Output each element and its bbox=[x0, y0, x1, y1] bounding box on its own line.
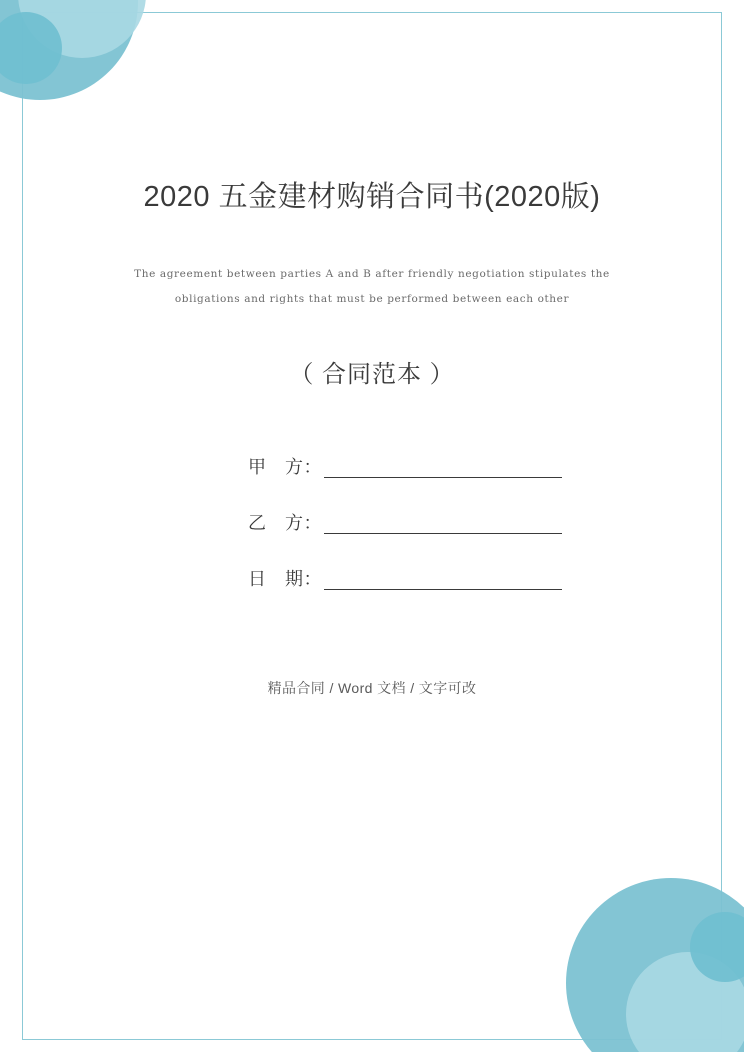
field-label-date: 日 期： bbox=[248, 569, 322, 589]
page-title: 2020 五金建材购销合同书(2020版) bbox=[143, 181, 601, 213]
document-content bbox=[22, 12, 722, 1040]
field-row-party-b bbox=[248, 512, 664, 534]
field-label-party-a: 甲 方： bbox=[248, 457, 322, 477]
field-input-party-b[interactable] bbox=[324, 516, 562, 534]
field-input-date[interactable] bbox=[324, 572, 562, 590]
subtitle-english-line-2: obligations and rights that must be performed between each other bbox=[174, 293, 570, 305]
field-label-party-b: 乙 方： bbox=[248, 513, 322, 533]
field-row-party-a bbox=[248, 456, 664, 478]
subtitle-english-line-1: The agreement between parties A and B after friendly negotiation stipulates the bbox=[134, 268, 610, 280]
footer-note: 精品合同 / Word 文档 / 文字可改 bbox=[267, 680, 477, 696]
field-row-date bbox=[248, 568, 664, 590]
document-kind-label: （ 合同范本 ） bbox=[289, 361, 455, 388]
signature-fields bbox=[80, 392, 664, 590]
field-input-party-a[interactable] bbox=[324, 460, 562, 478]
